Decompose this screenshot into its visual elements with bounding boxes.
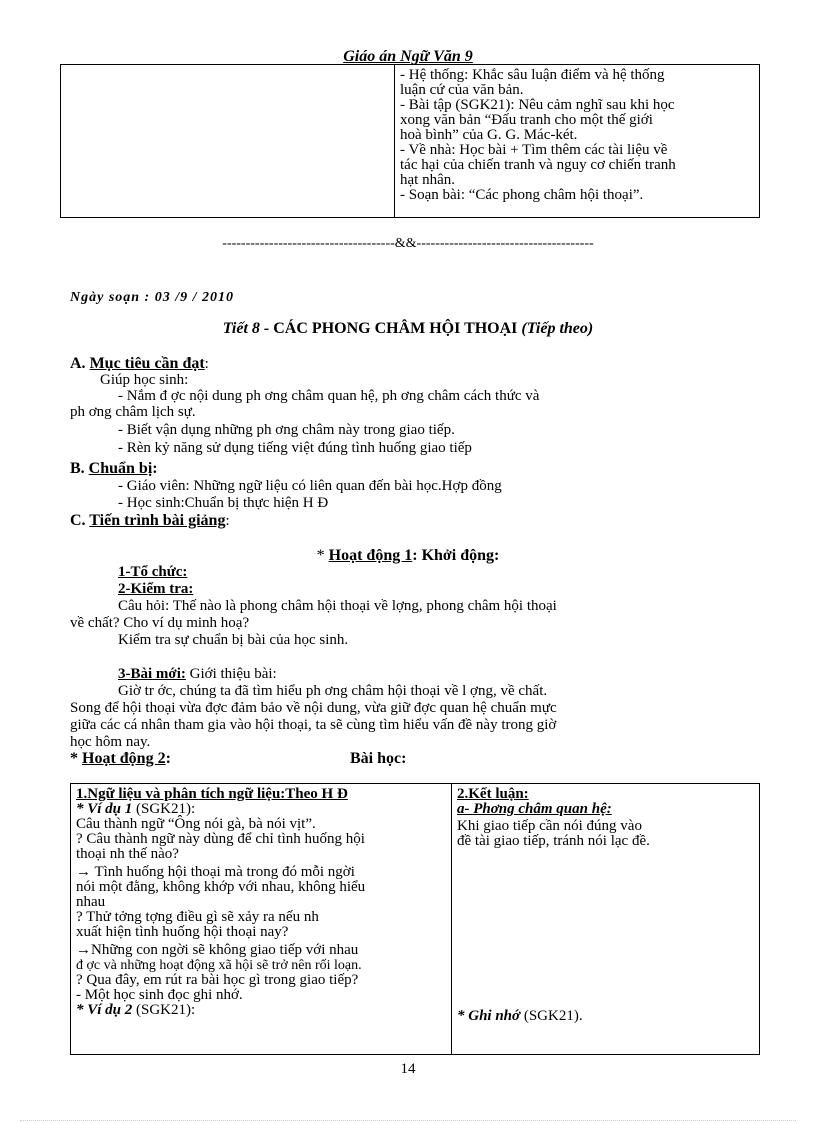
right-line: Khi giao tiếp cần nói đúng vào	[457, 818, 642, 834]
left-line: Câu thành ngữ “Ông nói gà, bà nói vịt”.	[76, 816, 316, 832]
left-line: nói một đằng, không khớp với nhau, không hiểu	[76, 879, 366, 895]
section-a-line: Giúp học sinh:	[100, 372, 189, 388]
bottom-rule	[20, 1120, 796, 1121]
lesson-table-left-cell	[76, 787, 446, 1018]
lesson-suffix: (Tiếp theo)	[521, 320, 594, 337]
section-b-line: - Học sinh:Chuẩn bị thực hiện H Đ	[118, 495, 329, 511]
lesson-title	[0, 321, 816, 336]
example-2-heading: * Ví dụ 2 (SGK21):	[76, 1002, 196, 1018]
left-heading: 1.Ngữ liệu và phân tích ngữ liệu:Theo H Đ	[76, 786, 348, 802]
lesson-heading: Bài học:	[350, 750, 407, 767]
right-line: đề tài giao tiếp, tránh nói lạc đề.	[457, 833, 650, 849]
lesson-table-right-cell	[457, 786, 755, 1024]
new-lesson-line: Giờ tr ớc, chúng ta đã tìm hiểu ph ơng châm hội thoại về l ợng, về chất.	[118, 683, 548, 699]
lesson-name: CÁC PHONG CHÂM HỘI THOẠI	[273, 320, 522, 337]
left-line: ? Câu thành ngữ này dùng để chỉ tình huống hội	[76, 831, 365, 847]
table-divider	[394, 65, 395, 217]
top-table-right-cell	[400, 68, 755, 203]
section-a-heading: A. Mục tiêu cần đạt:	[70, 355, 209, 372]
section-a-title: Mục tiêu cần đạt	[89, 355, 205, 372]
page-header: Giáo án Ngữ Văn 9	[343, 48, 473, 65]
table-line: - Về nhà: Học bài + Tìm thêm các tài liệu về	[400, 142, 668, 158]
table-line: hạt nhân.	[400, 172, 455, 188]
table-line: hoà bình” của G. G. Mác-két.	[400, 127, 578, 143]
top-table	[60, 64, 760, 218]
left-line: - Một học sinh đọc ghi nhớ.	[76, 987, 243, 1003]
table-line: - Bài tập (SGK21): Nêu cảm nghĩ sau khi học	[400, 97, 675, 113]
left-line: ? Thử tởng tợng điều gì sẽ xảy ra nếu nh	[76, 909, 319, 925]
activity1-title: Hoạt động 1	[328, 547, 413, 564]
section-b-heading: B. Chuẩn bị:	[70, 460, 158, 477]
activity1-heading: * Hoạt động 1: Khởi động:	[316, 547, 500, 564]
check-line: Kiểm tra sự chuẩn bị bài của học sinh.	[118, 632, 349, 648]
section-b-line: - Giáo viên: Những ngữ liệu có liên quan đến bài học.Hợp đồng	[118, 478, 502, 494]
activity2-heading: * Hoạt động 2:	[70, 750, 171, 767]
left-line: đ ợc và những hoạt động xã hội sẽ trở nên rối loạn.	[76, 958, 362, 973]
check-line: Câu hỏi: Thế nào là phong châm hội thoại về lợng, phong châm hội thoại	[118, 598, 557, 614]
page-number: 14	[400, 1061, 416, 1077]
date-line: Ngày soạn : 03 /9 / 2010	[70, 290, 234, 305]
new-lesson-heading: 3-Bài mới: Giới thiệu bài:	[118, 666, 277, 682]
table-line: luận cứ của văn bản.	[400, 82, 524, 98]
section-a-line: - Rèn kỷ năng sử dụng tiếng việt đúng tình huống giao tiếp	[118, 440, 472, 456]
memo-note: * Ghi nhớ (SGK21).	[457, 1008, 583, 1024]
table-line: - Soạn bài: “Các phong châm hội thoại”.	[400, 187, 644, 203]
table-line: - Hệ thống: Khắc sâu luận điểm và hệ thống	[400, 67, 665, 83]
table-divider	[451, 784, 452, 1054]
lesson-table	[70, 783, 760, 1055]
new-lesson-line: Song để hội thoại vừa đợc đảm bảo về nội dung, vừa giữ đợc quan hệ chuẩn mực	[70, 700, 557, 716]
example-1-heading: * Ví dụ 1 (SGK21):	[76, 801, 196, 817]
separator: -------------------------------------&&--------------------------------------	[222, 236, 594, 251]
left-line: →Những con ngời sẽ không giao tiếp với nhau	[76, 942, 359, 958]
section-a-line: - Biết vận dụng những ph ơng châm này trong giao tiếp.	[118, 422, 455, 438]
organization-heading: 1-Tổ chức:	[118, 564, 188, 580]
table-line: tác hại của chiến tranh và nguy cơ chiến tranh	[400, 157, 676, 173]
right-heading: 2.Kết luận:	[457, 786, 529, 802]
new-lesson-line: giữa các cá nhân tham gia vào hội thoại, ta sẽ cùng tìm hiểu vấn đề này trong giờ	[70, 717, 557, 733]
table-line: xong văn bản “Đấu tranh cho một thế giới	[400, 112, 653, 128]
new-lesson-line: học hôm nay.	[70, 734, 151, 750]
left-line: → Tình huống hội thoại mà trong đó mỗi ngời	[76, 864, 355, 880]
lesson-number: Tiết 8 -	[222, 320, 274, 337]
check-line: về chất? Cho ví dụ minh hoạ?	[70, 615, 250, 631]
left-line: ? Qua đây, em rút ra bài học gì trong giao tiếp?	[76, 972, 359, 988]
left-line: thoại nh thế nào?	[76, 846, 179, 862]
section-a-line: - Nắm đ ợc nội dung ph ơng châm quan hệ, ph ơng châm cách thức và	[118, 388, 540, 404]
activity2-title: Hoạt động 2	[82, 750, 166, 767]
left-line: xuất hiện tình huống hội thoại nay?	[76, 924, 289, 940]
left-line: nhau	[76, 894, 106, 910]
right-subheading: a- Phơng châm quan hệ:	[457, 801, 612, 817]
check-heading: 2-Kiểm tra:	[118, 581, 194, 597]
section-a-line: ph ơng châm lịch sự.	[70, 404, 196, 420]
section-c-title: Tiến trình bài giảng	[89, 512, 226, 529]
section-c-heading: C. Tiến trình bài giảng:	[70, 512, 230, 529]
section-b-title: Chuẩn bị	[88, 460, 153, 477]
